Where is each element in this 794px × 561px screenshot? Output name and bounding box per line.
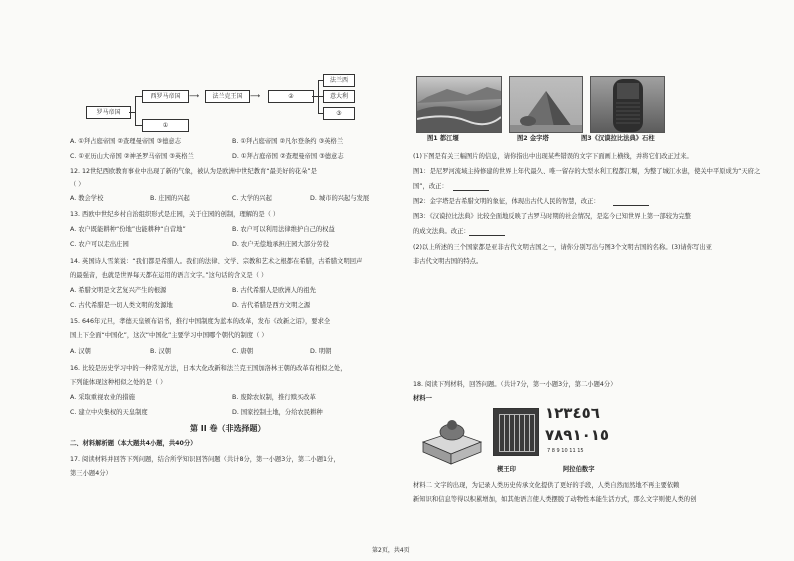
answer-blank[interactable] [613,205,649,206]
seal-caption: 楔王印 [497,466,516,473]
figure2-caption: 图2 金字塔 [517,135,549,142]
q18-material2-line1: 材料二 文字的出现，为记录人类历史传承文化提供了更好的手段，人类自然而然地不再主要依赖 [413,482,680,489]
q13-option-b: B. 农户可以利用法律维护自己的权益 [232,226,335,233]
hammurabi-photo [590,76,665,133]
q17-stem: 17. 阅读材料并回答下列问题，结合所学知识回答问题（共计8分，第一小题3分，第二小题1分， [70,456,340,463]
q14-option-b: B. 古代希腊人是欧洲人的祖先 [232,287,316,294]
q16-option-b: B. 废除农奴制，推行赎买改革 [232,394,316,401]
arrow-icon: ⟶ [250,92,261,100]
q17-fig1-text-cont: 国”，改正： [413,183,448,190]
q12-option-d: D. 城市的兴起与发展 [310,195,370,202]
q12-option-b: B. 庄园的兴起 [150,195,190,202]
q15-option-d: D. 明朝 [310,348,332,355]
arabic-numerals-image [545,404,639,460]
q11-option-b: B. ①拜占庭帝国 ②凡尔登条约 ③英格兰 [232,138,344,145]
figure1-caption: 图1 都江堰 [427,135,459,142]
q16-stem2: 下列能体现这种相似之处的是（ ） [70,379,167,386]
q14-option-c: C. 古代希腊是一切人类文明的发源地 [70,302,173,309]
q18-material2-line2: 新知识和信息等得以积累增加，如其他语言使人类摆脱了动物性本能生活方式，那么文字则使人类的创 [413,496,697,503]
part2-title: 第 II 卷（非选择题） [190,424,266,433]
q17-part1-text: (1)下图是有关三幅图片的信息，请你指出中出现某些错误的文字下面画上横线，并将它们改正过来。 [413,153,693,160]
q17-fig2-text: 图2：金字塔是古希腊文明的象征，体现出古代人民的智慧，改正： [413,198,600,205]
numerals-row3: 7 8 9 10 11 15 [547,448,584,454]
q13-option-d: D. 农户无偿地承担庄园大部分劳役 [232,241,330,248]
q15-option-b: B. 汉朝 [150,348,171,355]
q12-option-a: A. 教会学校 [70,195,104,202]
q12-stem: 12. 12世纪西欧教育事业中出现了新的气象，被认为是欧洲中世纪教育“最美好的花朵”是 [70,168,317,175]
q12-paren: （ ） [70,181,85,188]
arrow-icon: ⟶ [189,92,200,100]
q18-material1-label: 材料一 [413,395,432,402]
q11-option-d: D. ①拜占庭帝国 ②查理曼帝国 ③德意志 [232,153,344,160]
answer-blank[interactable] [453,190,489,191]
q16-option-c: C. 建立中央集权的天皇制度 [70,409,148,416]
connector [135,96,136,125]
seal-image [417,408,487,468]
answer-blank[interactable] [469,235,505,236]
q17-part2-text: (2)以上所述的三个国家都是亚非古代文明古国之一，请你分别写出与图3个文明古国的名称。(3)请你写出亚 [413,244,712,251]
q14-option-a: A. 希腊文明是文艺复兴产生的根源 [70,287,167,294]
numerals-row2: ٧٨٩١٠١٥ [545,426,610,444]
q12-option-c: C. 大学的兴起 [232,195,272,202]
box-circle1: ① [142,119,189,132]
seal-pattern [499,414,535,452]
dujiangyan-image [417,77,501,132]
dujiangyan-photo [416,76,502,133]
q15-option-c: C. 唐朝 [232,348,253,355]
q15-option-a: A. 汉朝 [70,348,91,355]
q15-stem: 15. 646年元旦，孝德天皇颁布诏书，推行中国制度为蓝本的改革，发布《改新之诏》，要求全 [70,318,331,325]
connector [135,96,142,97]
box-west-rome: 西罗马帝国 [142,90,189,103]
q17-fig3-text-cont: 的成文法典。改正： [413,228,470,235]
q13-option-c: C. 农户可以走出庄园 [70,241,129,248]
box-frank: 法兰克王国 [205,90,250,103]
pyramid-photo [509,76,583,133]
numerals-row1: ١٢٣٤٥٦ [545,404,600,422]
figure3-caption: 图3《汉谟拉比法典》石柱 [581,135,655,142]
q17-fig3-text: 图3：《汉谟拉比法典》比较全面地反映了古罗马时期的社会情况，是迄今已知世界上第一部较为完整 [413,213,691,220]
q14-option-d: D. 古代希腊是西方文明之源 [232,302,311,309]
q11-option-a: A. ①拜占庭帝国 ②查理曼帝国 ③德意志 [70,138,181,145]
box-rome: 罗马帝国 [86,106,131,119]
part2-subtitle: 二、材料解析题（本大题共4小题，共40分） [70,440,197,447]
box-circle3: ③ [323,107,355,120]
connector [135,125,142,126]
q13-option-a: A. 农户既能耕种“份地”也能耕种“自营地” [70,226,186,233]
pyramid-image [510,77,582,132]
q17-stem2: 第三小题4分） [70,470,112,477]
q14-stem: 14. 英国诗人雪莱说：“我们都是希腊人。我们的法律、文学、宗教和艺术之根都在希腊，古希腊文明回声 [70,258,363,265]
q14-stem2: 的最强音，也就是世界每天都在运用的语言文字。”这句话的含义是（ ） [70,272,268,279]
q17-part2-text-cont: 非古代文明古国的特点。 [413,258,483,265]
numerals-caption: 阿拉伯数字 [563,466,595,473]
box-france: 法兰西 [323,74,355,87]
q18-stem: 18. 阅读下列材料，回答问题。（共计7分，第一小题3分，第二小题4分） [413,381,617,388]
q11-option-c: C. ①亚历山大帝国 ②神圣罗马帝国 ③英格兰 [70,153,194,160]
q16-option-d: D. 国家控制土地，分给农民耕种 [232,409,323,416]
seal-illustration [417,408,487,468]
q13-stem: 13. 西欧中世纪乡村自治组织形式是庄园，关于庄园的创制，理解的是（ ） [70,211,280,218]
q17-fig1-text: 图1：是尼罗河流域主持修建的世界上年代最久、唯一留存的大型水利工程都江堰，为整了城江水患，使关中平原成为“天府之 [413,168,761,175]
box-circle2: ② [268,90,314,103]
page-footer: 第2页，共4页 [372,547,410,554]
hammurabi-stele-image [591,77,664,132]
q16-stem: 16. 比较是历史学习中的一种常见方法，日本大化改新和法兰克王国加洛林王朝的改革有相似之处， [70,365,347,372]
q16-option-a: A. 采取重视农业的措施 [70,394,135,401]
q15-stem2: 国上下全面“中国化”，这次“中国化”主要学习中国哪个朝代的制度（ ） [70,332,268,339]
seal-stamp-image [493,408,539,456]
box-italy: 意大利 [323,90,355,103]
